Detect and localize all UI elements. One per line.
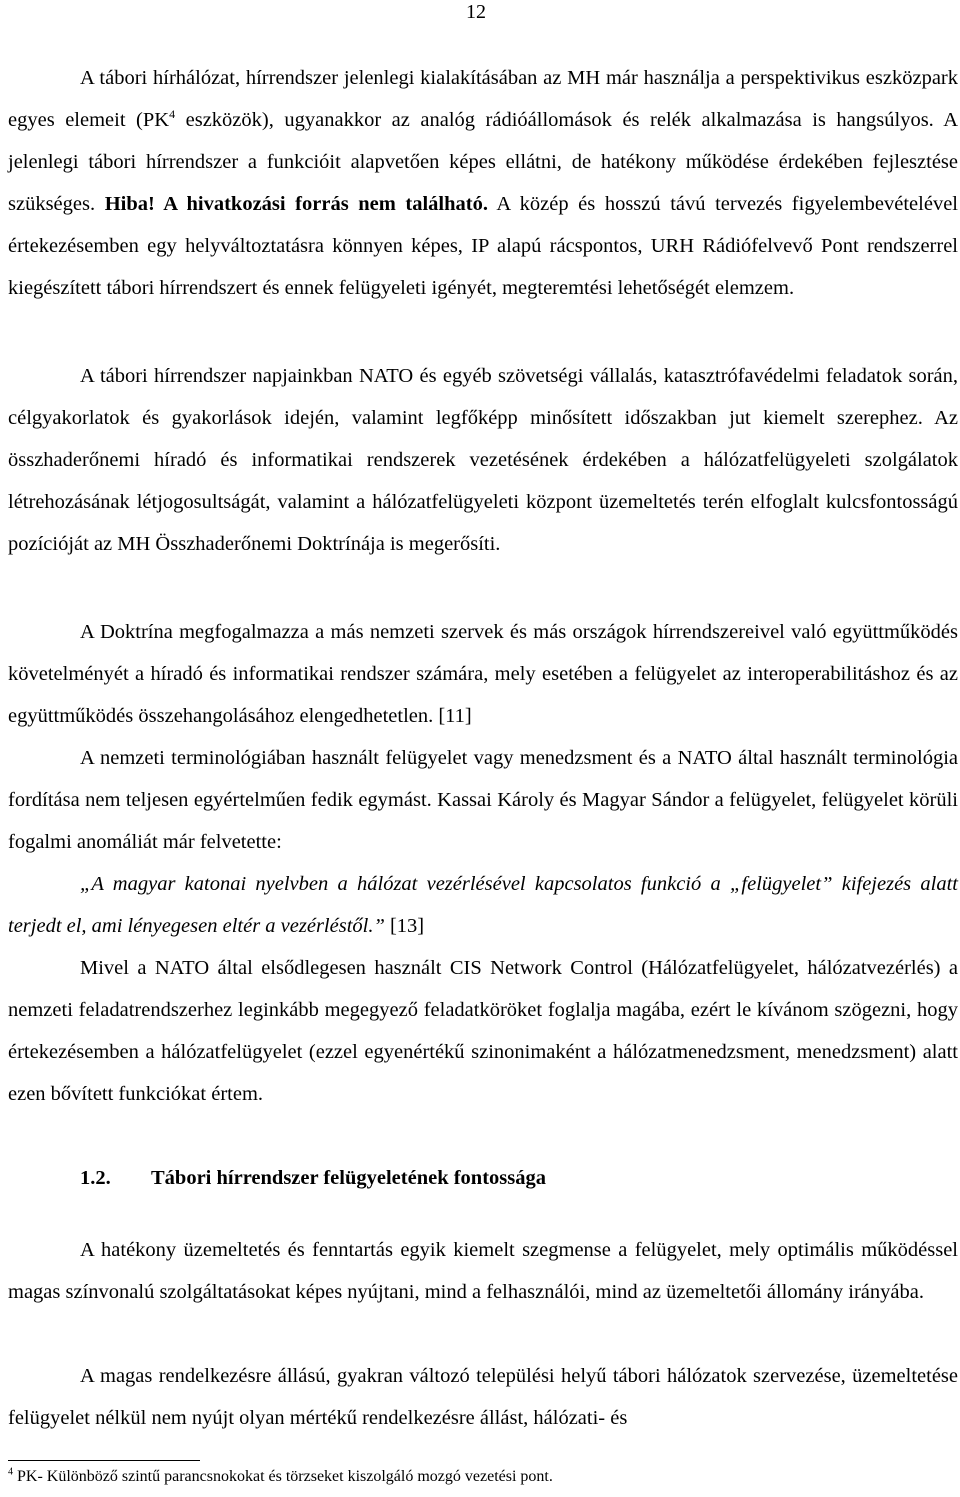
section-number: 1.2.	[80, 1167, 111, 1189]
paragraph-terminology: A nemzeti terminológiában használt felügyelet vagy menedzsment és a NATO által használt terminológia fordítása nem teljesen egyértelműen fedik egymást. Kassai Károly és Magyar Sándor a felügyelet, felügyelet körüli fogalmi anomáliát már felvetette:	[8, 747, 958, 853]
citation: [13]	[384, 915, 425, 937]
footnote-marker: 4	[169, 107, 176, 122]
footnote	[8, 1466, 553, 1488]
paragraph-quote	[8, 863, 958, 947]
footnote-number: 4	[8, 1466, 13, 1478]
page-number: 12	[466, 1, 486, 23]
paragraph-operation: A hatékony üzemeltetés és fenntartás egyik kiemelt szegmense a felügyelet, mely optimális működéssel magas színvonalú szolgáltatásokat képes nyújtani, mind a felhasználói, mind az üzemeltetői állomány irányába.	[8, 1239, 958, 1303]
paragraph-field-network-role: A tábori hírrendszer napjainkban NATO és egyéb szövetségi vállalás, katasztrófavédelmi feladatok során, célgyakorlatok és gyakorlások idején, valamint legfőképp minősített időszakban jut kiemelt szerephez. Az összhaderőnemi híradó és informatikai rendszerek vezetésének érdekében a hálózatfelügyeleti szolgálatok létrehozásának létjogosultságát, valamint a hálózatfelügyeleti központ üzemeltetés terén elfoglalt kulcsfontosságú pozícióját az MH Összhaderőnemi Doktrínája is megerősíti.	[8, 365, 958, 555]
footnote-text: PK- Különböző szintű parancsnokokat és törzseket kiszolgáló mozgó vezetési pont.	[13, 1468, 553, 1485]
footnote-separator	[8, 1460, 200, 1461]
reference-error: Hiba! A hivatkozási forrás nem található.	[104, 193, 488, 215]
paragraph-intro: A tábori hírhálózat, hírrendszer jelenlegi kialakításában az MH már használja a perspektivikus eszközpark egyes elemeit ($PK^4$ eszközök), ugyanakkor az analóg rádióállomások és relék alkalmazása is hangsúlyos. A jelenlegi tábori hírrendszer a funkcióit alapvetően képes ellátni, de hatékony működése érdekében fejlesztése szükséges. Hiba! A hivatkozási forrás nem található. A közép és hosszú távú tervezés figyelembevételével értekezésemben egy helyváltoztatásra könnyen képes, IP alapú rácspontos, URH Rádiófelvevő Pont rendszerrel kiegészített tábori hírrendszert és ennek felügyeleti igényét, megteremtési lehetőségét elemzem.	[8, 67, 958, 299]
quotation: „A magyar katonai nyelvben a hálózat vezérlésével kapcsolatos funkció a „felügyelet” kifejezés alatt terjedt el, ami lényegesen eltér a vezérléstől.”	[8, 873, 958, 937]
section-title: Tábori hírrendszer felügyeletének fontossága	[151, 1167, 546, 1189]
paragraph-doctrine: A Doktrína megfogalmazza a más nemzeti szervek és más országok hírrendszereivel való együttműködés követelményét a híradó és informatikai rendszer számára, mely esetében a felügyelet az interoperabilitáshoz és az együttműködés összehangolásához elengedhetetlen. [11]	[8, 621, 958, 727]
paragraph-nato-cis: Mivel a NATO által elsődlegesen használt CIS Network Control (Hálózatfelügyelet, hálózatvezérlés) a nemzeti feladatrendszerhez leginkább megegyező feladatköröket foglalja magába, ezért le kívánom szögezni, hogy értekezésemben a hálózatfelügyelet (ezzel egyenértékű szinonimaként a hálózatmenedzsment, menedzsment) alatt ezen bővített funkciókat értem.	[8, 957, 958, 1105]
section-heading	[80, 1163, 546, 1193]
paragraph-availability: A magas rendelkezésre állású, gyakran változó települési helyű tábori hálózatok szervezése, üzemeltetése felügyelet nélkül nem nyújt olyan mértékű rendelkezésre állást, hálózati- és	[8, 1365, 958, 1429]
